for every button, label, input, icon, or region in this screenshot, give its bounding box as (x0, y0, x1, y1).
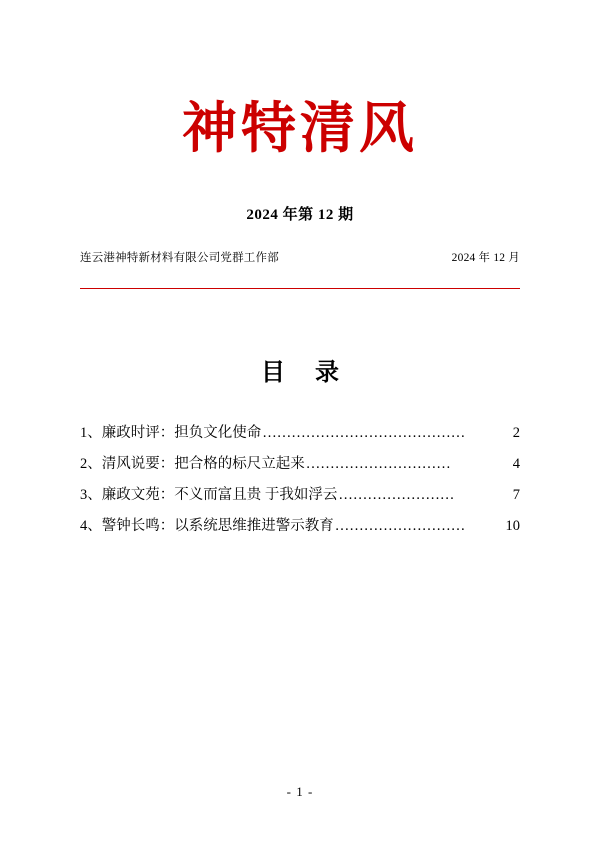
table-of-contents (80, 418, 520, 542)
publish-date: 2024 年 12 月 (451, 252, 520, 264)
toc-heading: 目 录 (261, 360, 351, 386)
toc-page-number: 7 (512, 487, 520, 503)
toc-entry[interactable] (80, 511, 520, 542)
masthead-title: 神特清风 (181, 95, 418, 160)
toc-entry-title: 3、廉政文苑：不义而富且贵 于我如浮云 (80, 487, 338, 503)
toc-page-number: 2 (512, 425, 520, 441)
toc-leader-dots: ………………………… (305, 456, 451, 472)
toc-entry[interactable] (80, 449, 520, 480)
toc-entry-title: 2、清风说要：把合格的标尺立起来 (80, 456, 305, 472)
toc-entry[interactable] (80, 418, 520, 449)
toc-entry-title: 1、廉政时评：担负文化使命 (80, 425, 262, 441)
page-number-footer: - 1 - (286, 784, 314, 799)
toc-entry-title: 4、警钟长鸣：以系统思维推进警示教育 (80, 518, 334, 534)
toc-page-number: 4 (512, 456, 520, 472)
toc-leader-dots: …………………………………… (262, 425, 466, 441)
toc-leader-dots: …………………… (338, 487, 455, 503)
toc-leader-dots: ……………………… (334, 518, 466, 534)
toc-page-number: 10 (505, 518, 520, 534)
toc-entry[interactable] (80, 480, 520, 511)
header-divider (80, 288, 520, 289)
issue-number: 2024 年第 12 期 (246, 207, 354, 223)
publisher-row (80, 249, 520, 265)
publisher-name: 连云港神特新材料有限公司党群工作部 (80, 252, 279, 264)
